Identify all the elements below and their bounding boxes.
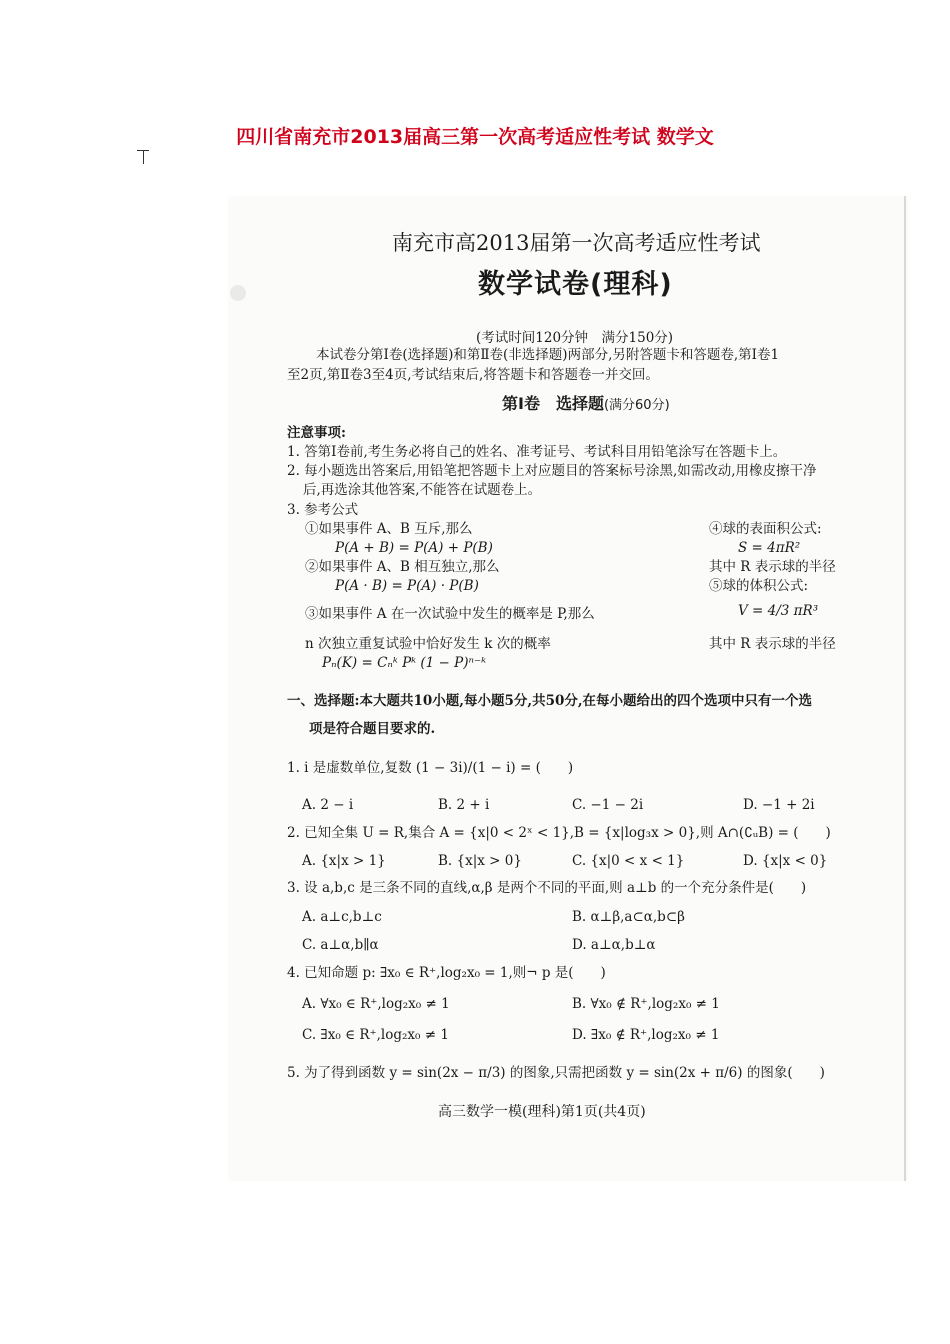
- formula-4-note: 其中 R 表示球的半径: [709, 559, 836, 575]
- question-3-option-d: D. a⊥α,b⊥α: [572, 937, 656, 953]
- formula-3-desc: n 次独立重复试验中恰好发生 k 次的概率: [305, 636, 551, 652]
- question-1-option-c: C. −1 − 2i: [572, 797, 644, 813]
- note-1: 1. 答第Ⅰ卷前,考生务必将自己的姓名、准考证号、考试科目用铅笔涂写在答题卡上。: [287, 444, 787, 460]
- formula-4: S = 4πR²: [738, 540, 801, 556]
- question-2-stem: 2. 已知全集 U = R,集合 A = {x|0 < 2ˣ < 1},B = {x|log₃x > 0},则 A∩(∁ᵤB) = ( ): [287, 825, 831, 841]
- section-1-score: (满分60分): [603, 398, 670, 413]
- formula-4-label: ④球的表面积公式:: [709, 521, 822, 537]
- intro-line-1: 本试卷分第Ⅰ卷(选择题)和第Ⅱ卷(非选择题)两部分,另附答题卡和答题卷,第Ⅰ卷1: [316, 347, 780, 363]
- formula-1-label: ①如果事件 A、B 互斥,那么: [305, 521, 473, 537]
- paper-title: 数学试卷(理科): [478, 269, 673, 300]
- formula-2: P(A · B) = P(A) · P(B): [335, 578, 479, 594]
- question-3-option-a: A. a⊥c,b⊥c: [302, 909, 382, 925]
- scan-edge: [904, 196, 906, 1181]
- scan-smudge: [230, 285, 246, 301]
- question-3-stem: 3. 设 a,b,c 是三条不同的直线,α,β 是两个不同的平面,则 a⊥b 的一个充分条件是( ): [287, 880, 807, 896]
- page-footer: 高三数学一模(理科)第1页(共4页): [438, 1104, 646, 1120]
- part1-instructions-1: 一、选择题:本大题共10小题,每小题5分,共50分,在每小题给出的四个选项中只有一个选: [287, 693, 813, 709]
- formula-5-label: ⑤球的体积公式:: [709, 578, 809, 594]
- question-4-stem: 4. 已知命题 p: ∃x₀ ∈ R⁺,log₂x₀ = 1,则¬ p 是( ): [287, 965, 606, 981]
- question-3-option-b: B. α⊥β,a⊂α,b⊂β: [572, 909, 685, 925]
- question-2-option-d: D. {x|x < 0}: [743, 853, 828, 869]
- formula-3: Pₙ(K) = Cₙᵏ Pᵏ (1 − P)ⁿ⁻ᵏ: [322, 655, 487, 671]
- question-4-option-c: C. ∃x₀ ∈ R⁺,log₂x₀ ≠ 1: [302, 1027, 449, 1043]
- formula-2-label: ②如果事件 A、B 相互独立,那么: [305, 559, 500, 575]
- formula-1: P(A + B) = P(A) + P(B): [335, 540, 493, 556]
- section-1-title: 第Ⅰ卷 选择题: [502, 394, 604, 413]
- notes-heading: 注意事项:: [287, 425, 346, 441]
- formula-5: V = 4/3 πR³: [738, 603, 819, 619]
- document-title: 四川省南充市2013届高三第一次高考适应性考试 数学文: [236, 126, 714, 148]
- intro-line-2: 至2页,第Ⅱ卷3至4页,考试结束后,将答题卡和答题卷一并交回。: [287, 367, 659, 383]
- question-1-option-d: D. −1 + 2i: [743, 797, 815, 813]
- question-1-stem: 1. i 是虚数单位,复数 (1 − 3i)/(1 − i) = ( ): [287, 760, 574, 776]
- note-3: 3. 参考公式: [287, 502, 359, 518]
- question-2-option-a: A. {x|x > 1}: [302, 853, 386, 869]
- crop-mark: [143, 150, 144, 164]
- question-4-option-b: B. ∀x₀ ∉ R⁺,log₂x₀ ≠ 1: [572, 996, 720, 1012]
- question-1-option-b: B. 2 + i: [438, 797, 490, 813]
- question-4-option-d: D. ∃x₀ ∉ R⁺,log₂x₀ ≠ 1: [572, 1027, 720, 1043]
- formula-3-label: ③如果事件 A 在一次试验中发生的概率是 P,那么: [305, 606, 595, 622]
- part1-instructions-2: 项是符合题目要求的.: [309, 721, 436, 737]
- question-2-option-b: B. {x|x > 0}: [438, 853, 522, 869]
- question-4-option-a: A. ∀x₀ ∈ R⁺,log₂x₀ ≠ 1: [302, 996, 450, 1012]
- exam-title: 南充市高2013届第一次高考适应性考试: [392, 231, 761, 255]
- note-2b: 后,再选涂其他答案,不能答在试题卷上。: [303, 482, 542, 498]
- question-3-option-c: C. a⊥α,b∥α: [302, 937, 379, 953]
- section-1-heading: [502, 395, 670, 414]
- question-2-option-c: C. {x|0 < x < 1}: [572, 853, 685, 869]
- formula-5-note: 其中 R 表示球的半径: [709, 636, 836, 652]
- question-1-option-a: A. 2 − i: [302, 797, 354, 813]
- exam-time-info: (考试时间120分钟 满分150分): [476, 330, 674, 346]
- question-5-stem: 5. 为了得到函数 y = sin(2x − π/3) 的图象,只需把函数 y = sin(2x + π/6) 的图象( ): [287, 1065, 825, 1081]
- note-2a: 2. 每小题选出答案后,用铅笔把答题卡上对应题目的答案标号涂黑,如需改动,用橡皮擦干净: [287, 463, 817, 479]
